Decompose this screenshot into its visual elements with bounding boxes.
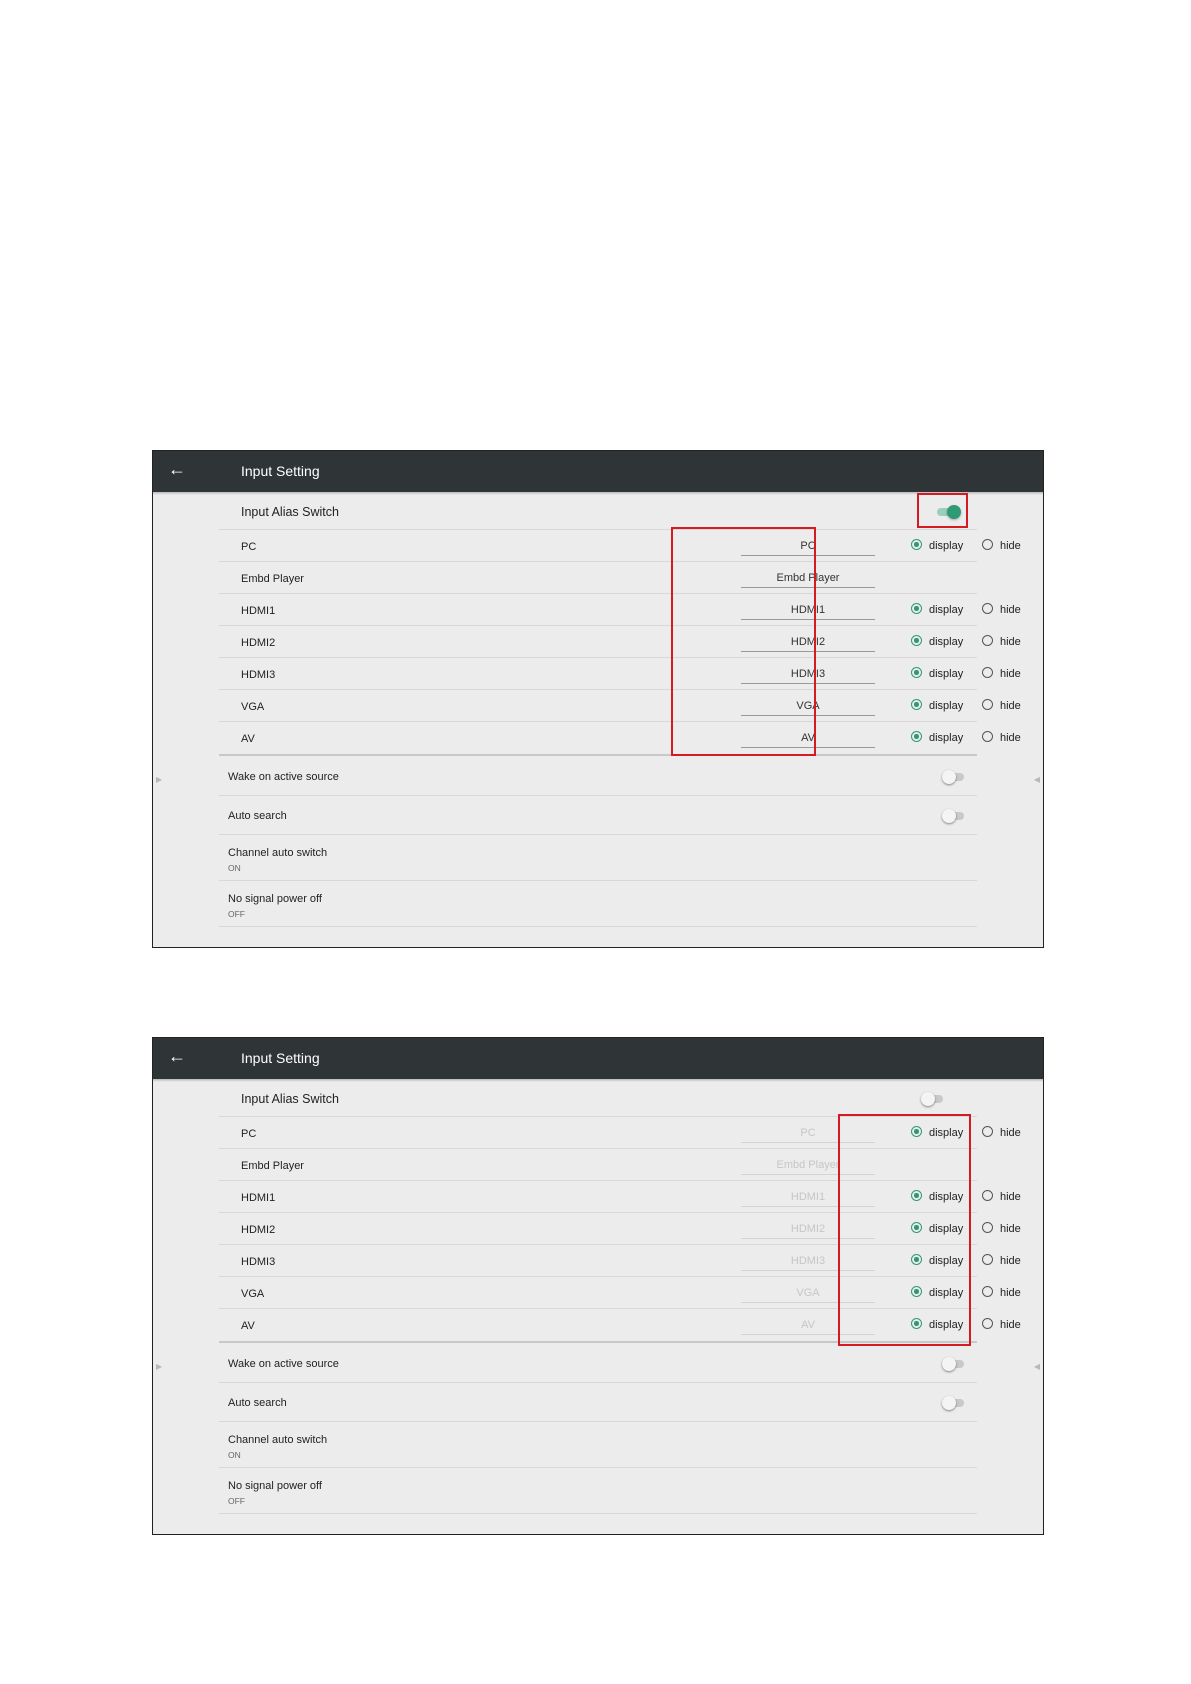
setting-row-auto-search[interactable] xyxy=(219,1383,977,1422)
toggle-knob xyxy=(942,1396,956,1410)
setting-label: Auto search xyxy=(228,810,287,822)
highlight-box-display-hide xyxy=(838,1114,971,1346)
radio-unchecked-icon xyxy=(982,731,993,742)
setting-label: Wake on active source xyxy=(228,771,339,783)
setting-label: Channel auto switch xyxy=(228,1434,328,1446)
hide-label: hide xyxy=(1000,636,1021,648)
arrow-left-icon[interactable]: ← xyxy=(168,1046,186,1066)
display-label: display xyxy=(929,1127,964,1139)
input-row-pc xyxy=(219,530,1021,562)
toggle-knob xyxy=(942,1357,956,1371)
input-row-vga xyxy=(219,690,1021,722)
radio-unchecked-icon xyxy=(982,1190,993,1201)
toggle-knob xyxy=(942,770,956,784)
setting-label: No signal power off xyxy=(228,1480,322,1492)
section-divider xyxy=(219,754,977,756)
scroll-left-icon[interactable]: ▶ xyxy=(156,1362,163,1371)
radio-checked-icon xyxy=(911,603,922,614)
hide-label: hide xyxy=(1000,1223,1021,1235)
radio-unchecked-icon xyxy=(982,603,993,614)
alias-field: HDMI2 xyxy=(741,1220,875,1239)
input-setting-screenshot-2 xyxy=(152,1037,1044,1535)
hide-label: hide xyxy=(1000,604,1021,616)
input-alias-switch-label: Input Alias Switch xyxy=(241,1092,339,1106)
alias-field[interactable]: HDMI2 xyxy=(741,633,875,652)
auto-search-toggle[interactable] xyxy=(942,810,964,822)
wake-on-active-source-toggle[interactable] xyxy=(942,1358,964,1370)
display-label: display xyxy=(929,700,964,712)
setting-row-wake-on-active-source[interactable] xyxy=(219,1344,977,1383)
display-label: display xyxy=(929,540,964,552)
radio-unchecked-icon xyxy=(982,1254,993,1265)
alias-field: HDMI1 xyxy=(741,1188,875,1207)
input-name: HDMI1 xyxy=(241,605,276,617)
hide-label: hide xyxy=(1000,1319,1021,1331)
input-alias-switch-row xyxy=(219,1082,977,1117)
input-name: VGA xyxy=(241,1288,265,1300)
app-header xyxy=(153,451,1043,492)
scroll-left-icon[interactable]: ▶ xyxy=(156,775,163,784)
highlight-box-toggle xyxy=(917,493,968,528)
input-setting-screenshot-1 xyxy=(152,450,1044,948)
input-row-hdmi3 xyxy=(219,658,1021,690)
toggle-knob xyxy=(942,809,956,823)
setting-label: Channel auto switch xyxy=(228,847,328,859)
radio-unchecked-icon xyxy=(982,667,993,678)
input-name: VGA xyxy=(241,701,265,713)
alias-field[interactable]: AV xyxy=(741,729,875,748)
display-label: display xyxy=(929,636,964,648)
alias-field[interactable]: HDMI3 xyxy=(741,665,875,684)
setting-row-no-signal-power-off[interactable] xyxy=(219,881,977,927)
radio-unchecked-icon xyxy=(982,1126,993,1137)
setting-label: Auto search xyxy=(228,1397,287,1409)
input-name: HDMI2 xyxy=(241,1224,276,1236)
display-label: display xyxy=(929,604,964,616)
setting-row-auto-search[interactable] xyxy=(219,796,977,835)
radio-unchecked-icon xyxy=(982,1222,993,1233)
alias-field[interactable]: PC xyxy=(741,537,875,556)
display-label: display xyxy=(929,668,964,680)
input-row-hdmi2 xyxy=(219,626,1021,658)
display-label: display xyxy=(929,1287,964,1299)
radio-unchecked-icon xyxy=(982,1286,993,1297)
setting-label: Wake on active source xyxy=(228,1358,339,1370)
input-name: AV xyxy=(241,733,255,745)
alias-field[interactable]: Embd Player xyxy=(741,569,875,588)
radio-unchecked-icon xyxy=(982,699,993,710)
scroll-right-icon[interactable]: ◀ xyxy=(1033,775,1040,784)
input-name: Embd Player xyxy=(241,573,304,585)
setting-value: ON xyxy=(228,863,241,873)
setting-row-channel-auto-switch[interactable] xyxy=(219,1422,977,1468)
hide-label: hide xyxy=(1000,1127,1021,1139)
input-name: PC xyxy=(241,541,257,553)
highlight-box-alias-fields xyxy=(671,527,816,756)
radio-unchecked-icon xyxy=(982,539,993,550)
page-title: Input Setting xyxy=(241,1050,320,1066)
hide-label: hide xyxy=(1000,1287,1021,1299)
radio-checked-icon xyxy=(911,635,922,646)
display-label: display xyxy=(929,732,964,744)
radio-checked-icon xyxy=(911,731,922,742)
display-label: display xyxy=(929,1319,964,1331)
input-name: AV xyxy=(241,1320,255,1332)
alias-field: Embd Player xyxy=(741,1156,875,1175)
radio-checked-icon xyxy=(911,667,922,678)
alias-field[interactable]: HDMI1 xyxy=(741,601,875,620)
setting-value: OFF xyxy=(228,1496,245,1506)
alias-field: AV xyxy=(741,1316,875,1335)
input-row-embd-player xyxy=(219,562,977,594)
alias-field: HDMI3 xyxy=(741,1252,875,1271)
hide-label: hide xyxy=(1000,668,1021,680)
input-name: PC xyxy=(241,1128,257,1140)
page-title: Input Setting xyxy=(241,463,320,479)
radio-checked-icon xyxy=(911,539,922,550)
scroll-right-icon[interactable]: ◀ xyxy=(1033,1362,1040,1371)
setting-row-channel-auto-switch[interactable] xyxy=(219,835,977,881)
input-name: HDMI3 xyxy=(241,669,276,681)
setting-value: ON xyxy=(228,1450,241,1460)
input-alias-switch-label: Input Alias Switch xyxy=(241,505,339,519)
input-name: Embd Player xyxy=(241,1160,304,1172)
radio-checked-icon xyxy=(911,699,922,710)
input-alias-toggle[interactable] xyxy=(921,1093,943,1105)
toggle-knob xyxy=(921,1092,935,1106)
input-row-av xyxy=(219,722,1021,753)
input-row-hdmi1 xyxy=(219,594,1021,626)
setting-row-wake-on-active-source[interactable] xyxy=(219,757,977,796)
setting-row-no-signal-power-off[interactable] xyxy=(219,1468,977,1514)
hide-label: hide xyxy=(1000,1255,1021,1267)
alias-field: PC xyxy=(741,1124,875,1143)
display-label: display xyxy=(929,1255,964,1267)
hide-label: hide xyxy=(1000,700,1021,712)
input-name: HDMI1 xyxy=(241,1192,276,1204)
auto-search-toggle[interactable] xyxy=(942,1397,964,1409)
input-alias-switch-row xyxy=(219,495,977,530)
hide-label: hide xyxy=(1000,540,1021,552)
alias-field: VGA xyxy=(741,1284,875,1303)
app-header xyxy=(153,1038,1043,1079)
radio-unchecked-icon xyxy=(982,1318,993,1329)
setting-value: OFF xyxy=(228,909,245,919)
hide-label: hide xyxy=(1000,1191,1021,1203)
wake-on-active-source-toggle[interactable] xyxy=(942,771,964,783)
display-label: display xyxy=(929,1223,964,1235)
hide-label: hide xyxy=(1000,732,1021,744)
radio-unchecked-icon xyxy=(982,635,993,646)
display-label: display xyxy=(929,1191,964,1203)
input-name: HDMI2 xyxy=(241,637,276,649)
arrow-left-icon[interactable]: ← xyxy=(168,459,186,479)
setting-label: No signal power off xyxy=(228,893,322,905)
input-name: HDMI3 xyxy=(241,1256,276,1268)
alias-field[interactable]: VGA xyxy=(741,697,875,716)
